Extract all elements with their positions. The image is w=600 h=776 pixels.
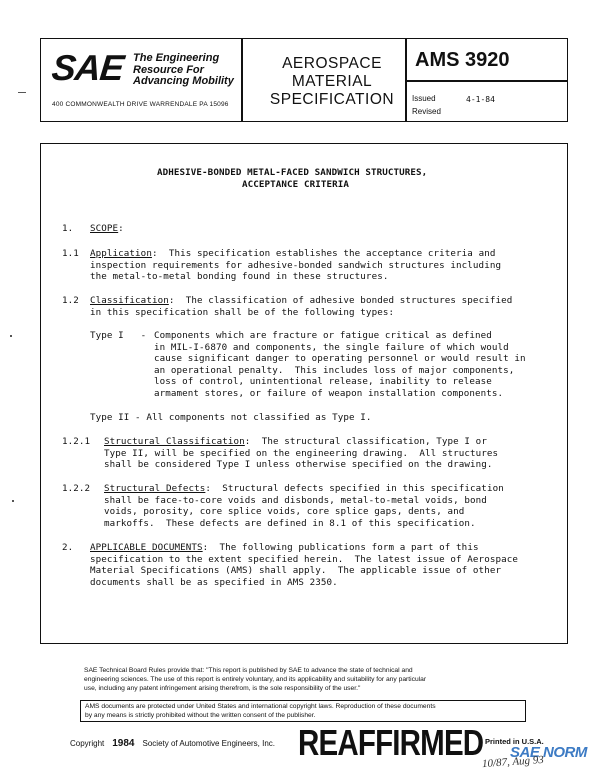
section-heading-text: APPLICABLE DOCUMENTS bbox=[90, 542, 203, 553]
header-divider bbox=[241, 38, 243, 122]
printed-in-label: Printed in U.S.A. bbox=[485, 737, 544, 746]
paragraph-line bbox=[104, 436, 487, 448]
type-definition-line: Type II - All components not classified as Type I. bbox=[90, 412, 372, 423]
document-type-line: MATERIAL bbox=[291, 73, 373, 90]
type-definition-line: cause significant danger to operating personnel or would result in bbox=[154, 353, 526, 365]
scan-mark bbox=[10, 335, 12, 337]
issued-date: 4-1-84 bbox=[466, 95, 495, 104]
reaffirmed-stamp: REAFFIRMED bbox=[298, 722, 484, 763]
paragraph-line: shall be face-to-core voids and disbonds, metal-to-metal voids, bond bbox=[104, 494, 487, 506]
paragraph-line bbox=[90, 295, 512, 307]
tagline-line: The Engineering bbox=[133, 52, 220, 64]
tagline-line: Advancing Mobility bbox=[133, 75, 234, 87]
document-type-line: SPECIFICATION bbox=[269, 91, 395, 108]
paragraph-heading: Classification bbox=[90, 295, 169, 306]
paragraph-line: Material Specifications (AMS) shall apply. The applicable issue of other bbox=[90, 565, 502, 577]
notice-line: AMS documents are protected under United States and international copyright laws. Reproduction of these documents bbox=[85, 703, 436, 710]
section-number: 1.2.2 bbox=[62, 483, 91, 494]
paragraph-heading: Structural Classification bbox=[104, 436, 245, 447]
document-subtitle: ACCEPTANCE CRITERIA bbox=[242, 179, 349, 190]
sae-logo: SAE bbox=[49, 47, 126, 88]
copyright-org: Society of Automotive Engineers, Inc. bbox=[142, 739, 276, 748]
paragraph-line bbox=[90, 248, 495, 260]
section-number: 2. bbox=[62, 542, 74, 553]
section-heading bbox=[90, 223, 124, 235]
scan-mark bbox=[12, 500, 14, 502]
paragraph-text: : The classification of adhesive bonded structures specified bbox=[168, 295, 513, 306]
header-divider bbox=[405, 80, 568, 82]
tagline-line: Resource For bbox=[133, 63, 204, 76]
notice-line: engineering sciences. The use of this report is entirely voluntary, and its applicability and suitability for any particular bbox=[84, 675, 427, 683]
paragraph-line: specification to the extent specified herein. The latest issue of Aerospace bbox=[90, 553, 518, 565]
copyright-year: 1984 bbox=[112, 738, 135, 749]
sae-norm-watermark: SAE NORM bbox=[510, 744, 587, 761]
heading-colon: : bbox=[118, 223, 124, 234]
paragraph-line: voids, porosity, core splice voids, core splice gaps, dents, and bbox=[104, 506, 465, 518]
type-definition-line: loss of control, unintentional release, inability to release bbox=[154, 376, 492, 388]
sae-tagline bbox=[133, 53, 234, 88]
copyright-line bbox=[70, 738, 275, 749]
paragraph-text: : This specification establishes the acceptance criteria and bbox=[151, 248, 496, 259]
copyright-notice-box bbox=[80, 700, 526, 722]
type-definition-line: Components which are fracture or fatigue critical as defined bbox=[154, 330, 492, 341]
paragraph-line: the metal-to-metal bonding found in these structures. bbox=[90, 271, 389, 283]
paragraph-line bbox=[104, 483, 504, 495]
document-title: ADHESIVE-BONDED METAL-FACED SANDWICH STRUCTURES, bbox=[157, 167, 428, 178]
scan-mark bbox=[18, 92, 26, 93]
notice-line: SAE Technical Board Rules provide that: "This report is published by SAE to advance the state of technical and bbox=[84, 667, 413, 674]
paragraph-line: shall be considered Type I unless otherwise specified on the drawing. bbox=[104, 459, 493, 471]
paragraph-line: documents shall be as specified in AMS 2350. bbox=[90, 576, 338, 588]
document-type-line: AEROSPACE bbox=[282, 55, 382, 72]
board-rules-notice bbox=[84, 667, 540, 693]
paragraph-heading: Structural Defects bbox=[104, 483, 206, 494]
type-definition-line: armament stores, or failure of weapon installation components. bbox=[154, 388, 504, 399]
handwritten-date: 10/87, Aug 93 bbox=[481, 753, 545, 771]
type-definition-line: an operational penalty. This includes loss of major components, bbox=[154, 364, 515, 376]
type-definition-line: in MIL-I-6870 and components, the single failure of which would bbox=[154, 341, 509, 353]
sae-address: 400 COMMONWEALTH DRIVE WARRENDALE PA 15096 bbox=[52, 101, 229, 108]
issued-label: Issued bbox=[412, 94, 436, 103]
paragraph-line: markoffs. These defects are defined in 8.1 of this specification. bbox=[104, 517, 476, 529]
section-number: 1.2.1 bbox=[62, 436, 91, 447]
paragraph-text: : The following publications form a part of this bbox=[202, 542, 479, 553]
copyright-word: Copyright bbox=[70, 739, 105, 748]
paragraph-text: : Structural defects specified in this specification bbox=[205, 483, 504, 494]
paragraph-line: in this specification shall be of the following types: bbox=[90, 306, 395, 318]
paragraph-text: : The structural classification, Type I or bbox=[244, 436, 487, 447]
section-number: 1.1 bbox=[62, 248, 79, 259]
paragraph-line bbox=[90, 542, 479, 554]
paragraph-line: inspection requirements for adhesive-bonded sandwich structures including bbox=[90, 259, 502, 271]
document-type bbox=[262, 55, 402, 109]
paragraph-line: Type II, will be specified on the engineering drawing. All structures bbox=[104, 447, 499, 459]
notice-line: use, including any patent infringement arising therefrom, is the sole responsibility of the user." bbox=[84, 684, 361, 692]
document-number: AMS 3920 bbox=[415, 49, 510, 71]
section-heading-text: SCOPE bbox=[90, 223, 119, 234]
revised-label: Revised bbox=[412, 107, 441, 116]
notice-line: by any means is strictly prohibited without the written consent of the publisher. bbox=[85, 711, 316, 719]
section-number: 1. bbox=[62, 223, 74, 234]
paragraph-heading: Application bbox=[90, 248, 152, 259]
section-number: 1.2 bbox=[62, 295, 79, 306]
type-label: Type I - bbox=[90, 330, 152, 341]
